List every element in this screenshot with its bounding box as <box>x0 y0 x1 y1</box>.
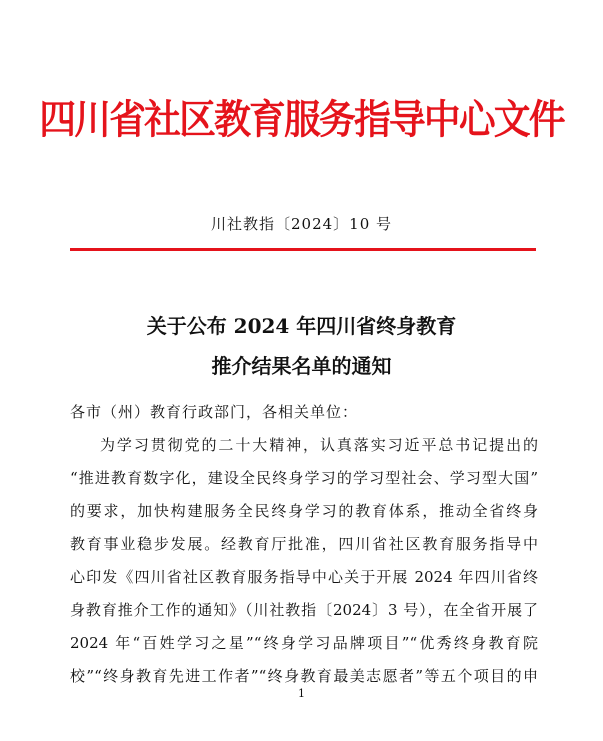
notice-title-line-1: 关于公布 2024 年四川省终身教育 <box>146 314 457 338</box>
body-line: 心印发《四川省社区教育服务指导中心关于开展 2024 年四川省终 <box>70 568 538 586</box>
document-number: 川社教指〔2024〕10 号 <box>210 215 393 233</box>
body-line: 2024 年“百姓学习之星”“终身学习品牌项目”“优秀终身教育院 <box>70 634 538 652</box>
notice-title-line-2: 推介结果名单的通知 <box>211 354 392 378</box>
body-line: 的要求，加快构建服务全民终身学习的教育体系，推动全省终身 <box>70 502 538 520</box>
body-line: 教育事业稳步发展。经教育厅批准，四川省社区教育服务指导中 <box>70 535 538 553</box>
document-header-title: 四川省社区教育服务指导中心文件 <box>39 97 564 143</box>
body-line: 为学习贯彻党的二十大精神，认真落实习近平总书记提出的 <box>100 436 538 454</box>
page-number: 1 <box>298 687 305 700</box>
body-line: 校”“终身教育先进工作者”“终身教育最美志愿者”等五个项目的申 <box>70 667 538 685</box>
salutation: 各市（州）教育行政部门，各相关单位： <box>70 403 359 421</box>
red-divider-rule <box>70 248 536 251</box>
body-line: “推进教育数字化，建设全民终身学习的学习型社会、学习型大国” <box>70 469 538 487</box>
body-line: 身教育推介工作的通知》（川社教指〔2024〕3 号），在全省开展了 <box>70 601 538 619</box>
